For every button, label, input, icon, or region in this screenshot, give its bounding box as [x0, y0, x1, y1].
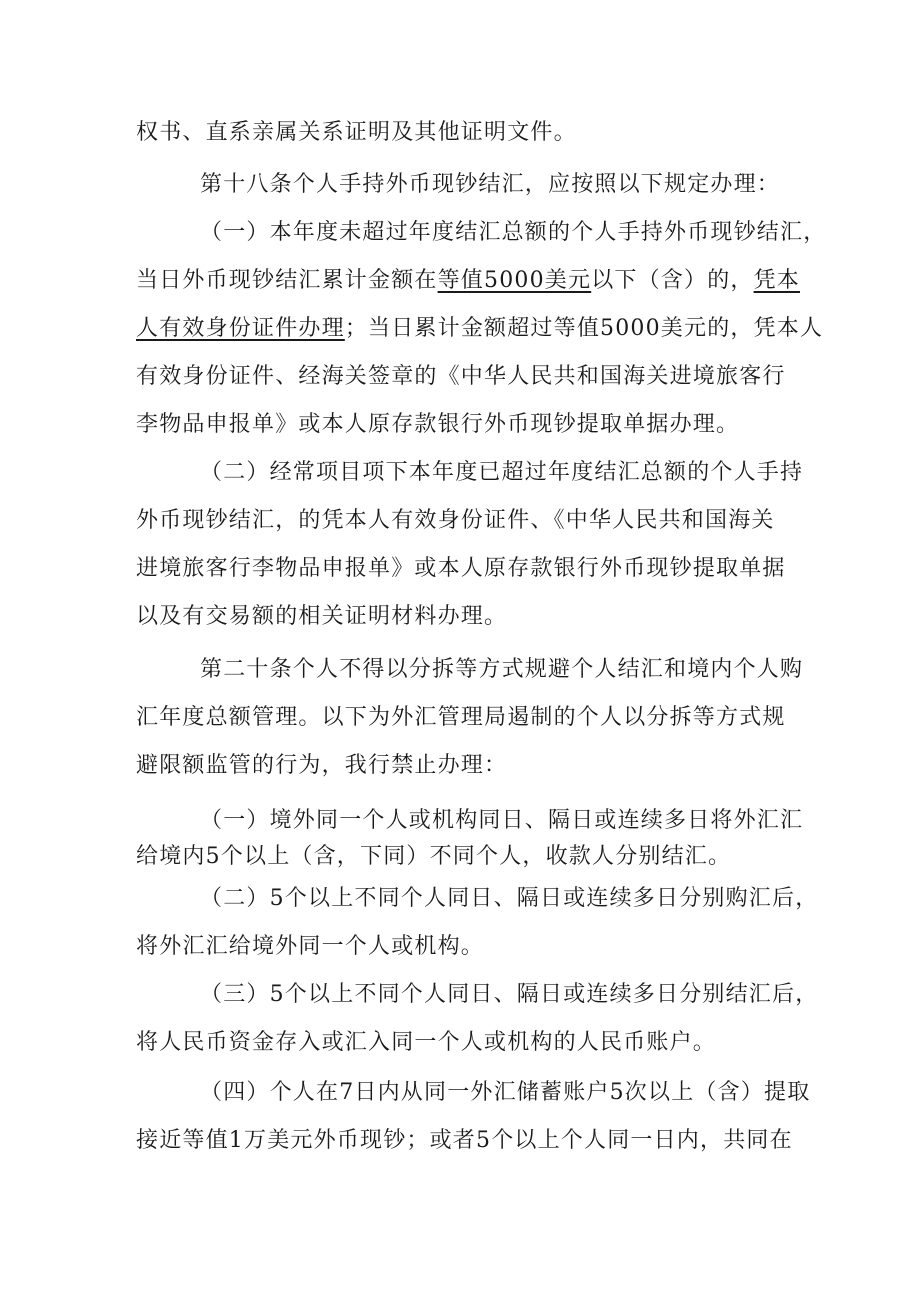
- underlined-text: 等值5000美元: [437, 268, 592, 293]
- text-line: 将外汇汇给境外同一个人或机构。: [136, 934, 485, 959]
- underlined-text: 凭本: [753, 268, 801, 293]
- text-line: （二）5个以上不同个人同日、隔日或连续多日分别购汇后，: [200, 886, 819, 911]
- text-line: 汇年度总额管理。以下为外汇管理局遏制的个人以分拆等方式规: [136, 705, 786, 730]
- text-span: 以下（含）的，: [591, 268, 754, 293]
- article-20-heading: 第二十条个人不得以分拆等方式规避个人结汇和境内个人购: [200, 657, 804, 682]
- text-line: （二）经常项目项下本年度已超过年度结汇总额的个人手持: [200, 460, 804, 485]
- underlined-text: 人有效身份证件办理: [136, 316, 345, 341]
- text-line: 给境内5个以上（含，下同）不同个人，收款人分别结汇。: [136, 844, 732, 869]
- text-span: 当日外币现钞结汇累计金额在: [136, 268, 438, 293]
- text-line: 进境旅客行李物品申报单》或本人原存款银行外币现钞提取单据: [136, 556, 786, 581]
- text-line: 权书、直系亲属关系证明及其他证明文件。: [136, 120, 577, 145]
- text-line: 外币现钞结汇，的凭本人有效身份证件、《中华人民共和国海关: [136, 508, 775, 533]
- text-line: 李物品申报单》或本人原存款银行外币现钞提取单据办理。: [136, 412, 740, 437]
- text-line: 将人民币资金存入或汇入同一个人或机构的人民币账户。: [136, 1030, 717, 1055]
- text-line: 以及有交易额的相关证明材料办理。: [136, 604, 508, 629]
- text-line: （一）境外同一个人或机构同日、隔日或连续多日将外汇汇: [200, 808, 804, 833]
- text-line: （一）本年度未超过年度结汇总额的个人手持外币现钞结汇，: [200, 220, 827, 245]
- text-span: ；当日累计金额超过等值5000美元的，凭本人: [344, 316, 824, 341]
- text-line: 接近等值1万美元外币现钞；或者5个以上个人同一日内，共同在: [136, 1128, 793, 1153]
- text-line: [136, 266, 801, 296]
- text-line: 避限额监管的行为，我行禁止办理：: [136, 753, 508, 778]
- text-line: （三）5个以上不同个人同日、隔日或连续多日分别结汇后，: [200, 982, 819, 1007]
- text-line: 有效身份证件、经海关签章的《中华人民共和国海关进境旅客行: [136, 364, 786, 389]
- article-18-heading: 第十八条个人手持外币现钞结汇，应按照以下规定办理：: [200, 172, 781, 197]
- text-line: [136, 314, 824, 344]
- text-line: （四）个人在7日内从同一外汇储蓄账户5次以上（含）提取: [200, 1080, 811, 1105]
